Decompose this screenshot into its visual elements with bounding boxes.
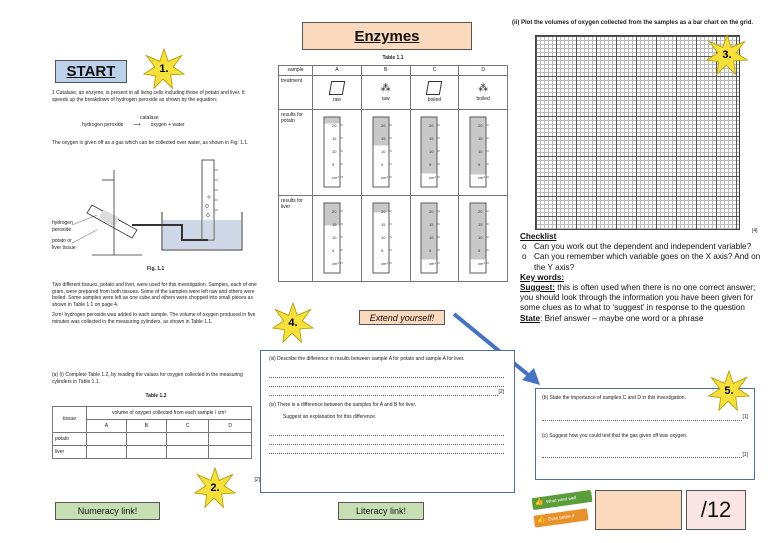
star-1-icon <box>143 48 185 90</box>
svg-text:20: 20 <box>478 123 483 128</box>
measuring-cylinder-icon <box>411 113 459 191</box>
svg-text:cm³: cm³ <box>380 261 388 266</box>
svg-text:15: 15 <box>429 222 434 227</box>
www-badge <box>531 490 592 510</box>
svg-text:cm³: cm³ <box>380 175 388 180</box>
svg-text:10: 10 <box>478 235 483 240</box>
table-header: B <box>126 419 166 432</box>
table-header: A <box>313 65 362 75</box>
fig-caption: Fig. 1.1 <box>147 266 165 272</box>
table-header: D <box>459 65 508 75</box>
q5-b-marks: [1] <box>742 414 748 420</box>
literacy-link[interactable]: Literacy link! <box>338 502 424 520</box>
treatment-label: boiled <box>476 96 490 102</box>
svg-text:10: 10 <box>331 235 337 240</box>
svg-text:20: 20 <box>429 123 434 128</box>
cylinder-cell <box>459 195 508 281</box>
checklist-item <box>520 242 763 252</box>
bullet-icon: o <box>522 242 527 252</box>
question-1-block <box>52 90 262 330</box>
table-1-1-title: Table 1.1 <box>382 55 404 61</box>
star-label: 2. <box>210 482 220 494</box>
row-label: liver <box>53 445 87 458</box>
star-4-icon <box>272 302 314 344</box>
svg-text:15: 15 <box>380 136 386 141</box>
table-header: tissue <box>53 406 87 432</box>
svg-text:cm³: cm³ <box>478 261 485 266</box>
svg-text:5: 5 <box>429 248 432 253</box>
bullet-icon: o <box>522 252 527 262</box>
cube-icon <box>426 81 442 95</box>
svg-text:5: 5 <box>331 162 335 167</box>
star-5-icon <box>708 370 750 412</box>
svg-text:15: 15 <box>478 136 483 141</box>
svg-text:10: 10 <box>429 235 434 240</box>
star-2-icon <box>194 467 236 509</box>
svg-text:cm³: cm³ <box>331 261 339 266</box>
svg-text:10: 10 <box>380 235 386 240</box>
svg-text:15: 15 <box>331 136 337 141</box>
q2-title: (a) (i) Complete Table 1.2, by reading the values for oxygen collected in the measuring cylinders in Table 1.1. <box>52 372 243 385</box>
svg-text:20: 20 <box>429 209 434 214</box>
answer-line-row <box>269 387 504 396</box>
answer-cell[interactable] <box>209 432 252 445</box>
table-header: volume of oxygen collected from each sample / cm³ <box>87 406 252 419</box>
question-2-block <box>52 372 260 483</box>
svg-text:5: 5 <box>429 162 432 167</box>
ebi-label: Even better if <box>547 513 575 522</box>
chopped-pieces-icon: ⁂ <box>478 83 489 94</box>
row-label: potato <box>53 432 87 445</box>
q4-iv: (iv) There is a difference between the samples for A and B for liver. <box>269 401 417 408</box>
table-header: C <box>166 419 209 432</box>
ebi-badge <box>533 508 588 527</box>
treatment-cell <box>410 75 459 109</box>
table-1-1-block <box>278 55 508 282</box>
answer-line[interactable] <box>269 369 504 378</box>
treatment-label: raw <box>381 96 390 102</box>
cylinder-cell <box>410 109 459 195</box>
state-text: : Brief answer – maybe one word or a phrase <box>540 313 704 323</box>
q4-iv-sub: Suggest an explanation for this difference. <box>283 414 377 420</box>
svg-text:cm³: cm³ <box>478 175 485 180</box>
row-label: results for liver <box>279 195 313 281</box>
checklist-item-text: Can you remember which variable goes on the X axis? And on the Y axis? <box>534 252 761 272</box>
svg-text:5: 5 <box>380 162 383 167</box>
star-3-icon <box>706 34 748 76</box>
answer-line-row <box>542 449 748 458</box>
state-definition <box>520 314 763 324</box>
suggest-definition <box>520 283 763 314</box>
suggest-text: this is often used when there is no one correct answer; you should look through the information you have been given for some clues as to what to ‘suggest’ in response to the question <box>520 283 756 313</box>
keywords-heading: Key words: <box>520 272 565 282</box>
score-box: /12 <box>686 490 746 530</box>
treatment-cell <box>459 75 508 109</box>
q2-marks: [2] <box>254 477 260 483</box>
checklist-item <box>520 252 763 272</box>
q3-title: (ii) Plot the volumes of oxygen collected from the samples as a bar chart on the grid. <box>512 20 754 26</box>
equation <box>82 122 185 129</box>
answer-line[interactable] <box>269 436 504 445</box>
svg-text:5: 5 <box>331 248 335 253</box>
svg-text:20: 20 <box>331 123 337 128</box>
measuring-cylinder-icon <box>362 113 410 191</box>
treatment-cell <box>313 75 362 109</box>
table-header: A <box>87 419 127 432</box>
extend-yourself-label: Extend yourself! <box>359 310 445 325</box>
table-1-2-title: Table 1.2 <box>145 393 167 399</box>
thumbs-up-icon: 👍 <box>536 516 547 525</box>
answer-cell[interactable] <box>166 432 209 445</box>
answer-line[interactable] <box>542 449 742 458</box>
answer-cell[interactable] <box>87 432 127 445</box>
www-label: What went well <box>545 495 577 505</box>
svg-text:15: 15 <box>478 222 483 227</box>
thumbs-up-icon: 👍 <box>534 498 545 507</box>
star-label: 3. <box>722 49 732 61</box>
svg-text:5: 5 <box>380 248 383 253</box>
cylinder-cell <box>361 109 410 195</box>
q1-paragraph-2: 2cm³ hydrogen peroxide was added to each sample. The volume of oxygen produced in five minutes was collected in the measuring cylinders, as shown in Table 1.1. <box>52 312 256 325</box>
measuring-cylinder-icon <box>411 199 459 277</box>
table-header: B <box>361 65 410 75</box>
row-label: results for potato <box>279 109 313 195</box>
svg-text:15: 15 <box>380 222 386 227</box>
treatment-cell <box>361 75 410 109</box>
answer-line[interactable] <box>269 445 504 454</box>
chopped-pieces-icon: ⁂ <box>380 83 391 94</box>
label-hydrogen-peroxide: hydrogen peroxide <box>52 220 73 233</box>
table-header: D <box>209 419 252 432</box>
table-header: C <box>410 65 459 75</box>
svg-text:10: 10 <box>429 149 434 154</box>
treatment-label: boiled <box>427 97 442 103</box>
svg-text:5: 5 <box>478 162 481 167</box>
answer-line[interactable] <box>542 412 742 421</box>
cylinder-cell <box>313 195 362 281</box>
q1-paragraph-1: Two different tissues, potato and liver, were used for this investigation. Samples, each of one gram, were prepared from both tissues. Some of the samples were left raw and others were boiled. Some samples were left as one cube and others were chopped into small pieces as shown in Table 1.1 on page 4. <box>52 282 257 308</box>
measuring-cylinder-icon <box>459 199 507 277</box>
measuring-cylinder-icon <box>362 199 410 277</box>
checklist-panel <box>520 232 763 324</box>
answer-line[interactable] <box>269 427 504 436</box>
equation-right: oxygen + water <box>150 122 185 128</box>
answer-cell[interactable] <box>126 445 166 458</box>
table-1-1 <box>278 65 508 282</box>
measuring-cylinder-icon <box>313 199 361 277</box>
catalase-label: catalase <box>140 115 159 121</box>
apparatus-diagram-icon <box>52 150 262 260</box>
svg-text:cm³: cm³ <box>429 175 437 180</box>
svg-text:20: 20 <box>331 209 337 214</box>
page-title: Enzymes <box>302 22 472 50</box>
answer-line[interactable] <box>269 378 504 387</box>
star-label: 5. <box>724 385 734 397</box>
star-label: 4. <box>288 317 298 329</box>
star-label: 1. <box>159 63 169 75</box>
cylinder-cell <box>459 109 508 195</box>
svg-text:cm³: cm³ <box>429 261 437 266</box>
start-label: START <box>55 60 127 83</box>
svg-text:cm³: cm³ <box>331 175 339 180</box>
svg-text:20: 20 <box>380 209 386 214</box>
checklist-item-text: Can you work out the dependent and independent variable? <box>534 242 752 252</box>
q3-marks: [4] <box>752 228 758 234</box>
svg-text:5: 5 <box>478 248 481 253</box>
q5-b: (b) State the importance of samples C and D in this investigation. <box>542 395 686 401</box>
arrow-icon: ⟶ <box>133 122 141 128</box>
svg-text:10: 10 <box>380 149 386 154</box>
q1-intro: 1 Catalase, an enzyme, is present in all living cells including those of potato and liver. It speeds up the breakdown of hydrogen peroxide as shown by the equation: <box>52 90 245 103</box>
measuring-cylinder-icon <box>459 113 507 191</box>
q4-iii-marks: [2] <box>498 389 504 395</box>
treatment-label: raw <box>332 97 341 103</box>
suggest-word: Suggest: <box>520 283 556 293</box>
answer-line-row <box>542 412 748 421</box>
cylinder-cell <box>410 195 459 281</box>
table-1-2 <box>52 406 252 459</box>
svg-text:20: 20 <box>380 123 386 128</box>
equation-left: hydrogen peroxide <box>82 122 124 128</box>
svg-text:20: 20 <box>478 209 483 214</box>
cube-icon <box>329 81 345 95</box>
measuring-cylinder-icon <box>313 113 361 191</box>
answer-cell[interactable] <box>209 445 252 458</box>
svg-text:15: 15 <box>331 222 337 227</box>
answer-cell[interactable] <box>87 445 127 458</box>
checklist-heading: Checklist <box>520 232 557 241</box>
answer-line[interactable] <box>269 387 498 396</box>
question-4-panel <box>260 350 515 493</box>
state-word: State <box>520 313 541 323</box>
table-header: sample <box>279 65 313 75</box>
q1-gas-text: The oxygen is given off as a gas which can be collected over water, as shown in Fig. 1.1. <box>52 140 249 146</box>
cylinder-cell <box>361 195 410 281</box>
q4-iii: (iii) Describe the difference in results between sample A for potato and sample A for liver. <box>269 356 465 362</box>
svg-text:10: 10 <box>478 149 483 154</box>
q5-c: (c) Suggest how you could test that the gas given off was oxygen. <box>542 432 688 439</box>
q5-c-marks: [1] <box>742 451 748 458</box>
feedback-box[interactable] <box>595 490 682 530</box>
numeracy-link[interactable]: Numeracy link! <box>55 502 160 520</box>
row-label: treatment <box>279 75 313 109</box>
svg-text:10: 10 <box>331 149 337 154</box>
answer-cell[interactable] <box>166 445 209 458</box>
cylinder-cell <box>313 109 362 195</box>
label-tissue: potato or liver tissue <box>52 238 76 251</box>
svg-text:15: 15 <box>429 136 434 141</box>
answer-cell[interactable] <box>126 432 166 445</box>
